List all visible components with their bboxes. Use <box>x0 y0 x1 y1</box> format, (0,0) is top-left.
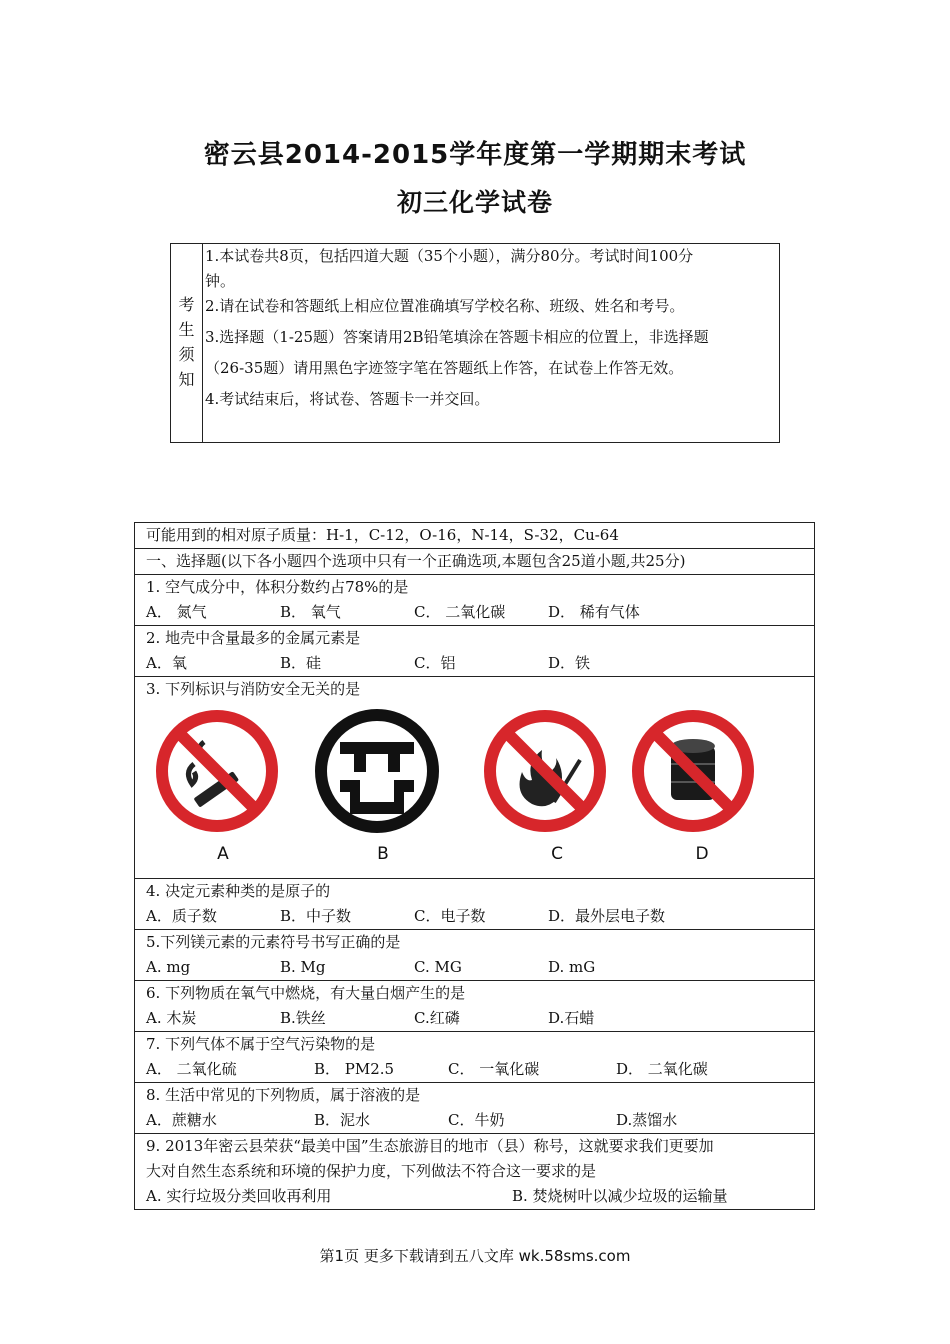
option-d: D． 稀有气体 <box>548 603 640 621</box>
notice-heading-char: 生 <box>178 320 195 339</box>
section-heading-row <box>135 549 814 575</box>
notice-heading-char: 考 <box>178 295 195 314</box>
option-a: A．氧 <box>146 654 187 672</box>
option-b: B. 焚烧树叶以减少垃圾的运输量 <box>512 1187 728 1205</box>
page-footer: 第1页 更多下载请到五八文库 wk.58sms.com <box>319 1247 631 1265</box>
no-open-flame-sign-icon <box>480 706 610 836</box>
option-c: C． 二氧化碳 <box>414 603 506 621</box>
question-table <box>134 522 815 1210</box>
sign-label-b: B <box>377 844 389 864</box>
option-a: A．蔗糖水 <box>146 1111 217 1129</box>
question-row <box>135 1083 814 1134</box>
option-line <box>146 904 814 929</box>
fire-exit-symbol-icon <box>312 706 442 836</box>
option-a: A. 木炭 <box>146 1009 197 1027</box>
question-stem: 7. 下列气体不属于空气污染物的是 <box>146 1035 376 1053</box>
option-line <box>146 651 814 676</box>
option-a: A． 二氧化硫 <box>146 1060 237 1078</box>
option-b: B.铁丝 <box>280 1009 326 1027</box>
option-b: B．中子数 <box>280 907 352 925</box>
no-flammable-barrel-sign-icon <box>628 706 758 836</box>
notice-body <box>205 244 775 412</box>
option-d: D. mG <box>548 958 596 976</box>
question-stem: 5.下列镁元素的元素符号书写正确的是 <box>146 933 401 951</box>
option-line <box>146 1057 814 1082</box>
option-d: D.蒸馏水 <box>616 1111 678 1129</box>
no-smoking-sign-icon <box>152 706 282 836</box>
sign-label-d: D <box>695 844 709 864</box>
safety-signs <box>146 702 814 864</box>
question-row <box>135 626 814 677</box>
question-row <box>135 575 814 626</box>
exam-notice-box <box>170 243 780 443</box>
question-row <box>135 677 814 879</box>
question-stem: 8. 生活中常见的下列物质，属于溶液的是 <box>146 1086 421 1104</box>
notice-line: 3.选择题（1-25题）答案请用2B铅笔填涂在答题卡相应的位置上，非选择题 <box>205 328 709 346</box>
question-row <box>135 1134 814 1209</box>
option-c: C．铝 <box>414 654 456 672</box>
option-b: B． PM2.5 <box>314 1060 395 1078</box>
option-c: C．牛奶 <box>448 1111 505 1129</box>
question-row <box>135 930 814 981</box>
atomic-mass-text: 可能用到的相对原子质量：H-1，C-12，O-16，N-14，S-32，Cu-64 <box>146 526 619 544</box>
sign-label-c: C <box>551 844 563 864</box>
question-row <box>135 1032 814 1083</box>
option-d: D．最外层电子数 <box>548 907 666 925</box>
option-b: B. Mg <box>280 958 326 976</box>
section-heading: 一、选择题(以下各小题四个选项中只有一个正确选项,本题包含25道小题,共25分) <box>146 552 686 570</box>
option-line <box>146 1006 814 1031</box>
question-stem: 1. 空气成分中，体积分数约占78%的是 <box>146 578 409 596</box>
notice-line: 4.考试结束后，将试卷、答题卡一并交回。 <box>205 390 490 408</box>
option-line <box>146 600 814 625</box>
sign-label-a: A <box>217 844 229 864</box>
option-a: A． 氮气 <box>146 603 207 621</box>
question-row <box>135 981 814 1032</box>
atomic-mass-row <box>135 523 814 549</box>
notice-line: 2.请在试卷和答题纸上相应位置准确填写学校名称、班级、姓名和考号。 <box>205 297 685 315</box>
notice-heading <box>171 244 203 442</box>
option-c: C．电子数 <box>414 907 486 925</box>
option-line <box>146 955 814 980</box>
option-d: D.石蜡 <box>548 1009 595 1027</box>
notice-heading-char: 须 <box>178 345 195 364</box>
option-a: A．质子数 <box>146 907 217 925</box>
option-b: B．泥水 <box>314 1111 371 1129</box>
option-c: C.红磷 <box>414 1009 460 1027</box>
question-stem: 6. 下列物质在氧气中燃烧，有大量白烟产生的是 <box>146 984 466 1002</box>
page-subtitle: 初三化学试卷 <box>396 188 553 217</box>
option-a: A. 实行垃圾分类回收再利用 <box>146 1187 332 1205</box>
notice-heading-char: 知 <box>178 370 195 389</box>
option-c: C． 一氧化碳 <box>448 1060 540 1078</box>
option-b: B．硅 <box>280 654 322 672</box>
option-line <box>146 1184 814 1209</box>
notice-line: 1.本试卷共8页，包括四道大题（35个小题），满分80分。考试时间100分 <box>205 247 694 265</box>
option-d: D．铁 <box>548 654 591 672</box>
question-stem: 3. 下列标识与消防安全无关的是 <box>146 680 361 698</box>
notice-line: 钟。 <box>205 272 236 290</box>
option-c: C. MG <box>414 958 462 976</box>
option-b: B． 氧气 <box>280 603 341 621</box>
option-d: D． 二氧化碳 <box>616 1060 708 1078</box>
question-stem: 2. 地壳中含量最多的金属元素是 <box>146 629 361 647</box>
question-stem: 4. 决定元素种类的是原子的 <box>146 882 331 900</box>
option-line <box>146 1108 814 1133</box>
question-row <box>135 879 814 930</box>
notice-line: （26-35题）请用黑色字迹签字笔在答题纸上作答，在试卷上作答无效。 <box>205 359 684 377</box>
page-title: 密云县2014-2015学年度第一学期期末考试 <box>203 140 747 170</box>
question-stem-continued: 大对自然生态系统和环境的保护力度，下列做法不符合这一要求的是 <box>146 1162 597 1180</box>
option-a: A. mg <box>146 958 191 976</box>
question-stem: 9. 2013年密云县荣获“最美中国”生态旅游目的地市（县）称号，这就要求我们更要加 <box>146 1137 714 1155</box>
